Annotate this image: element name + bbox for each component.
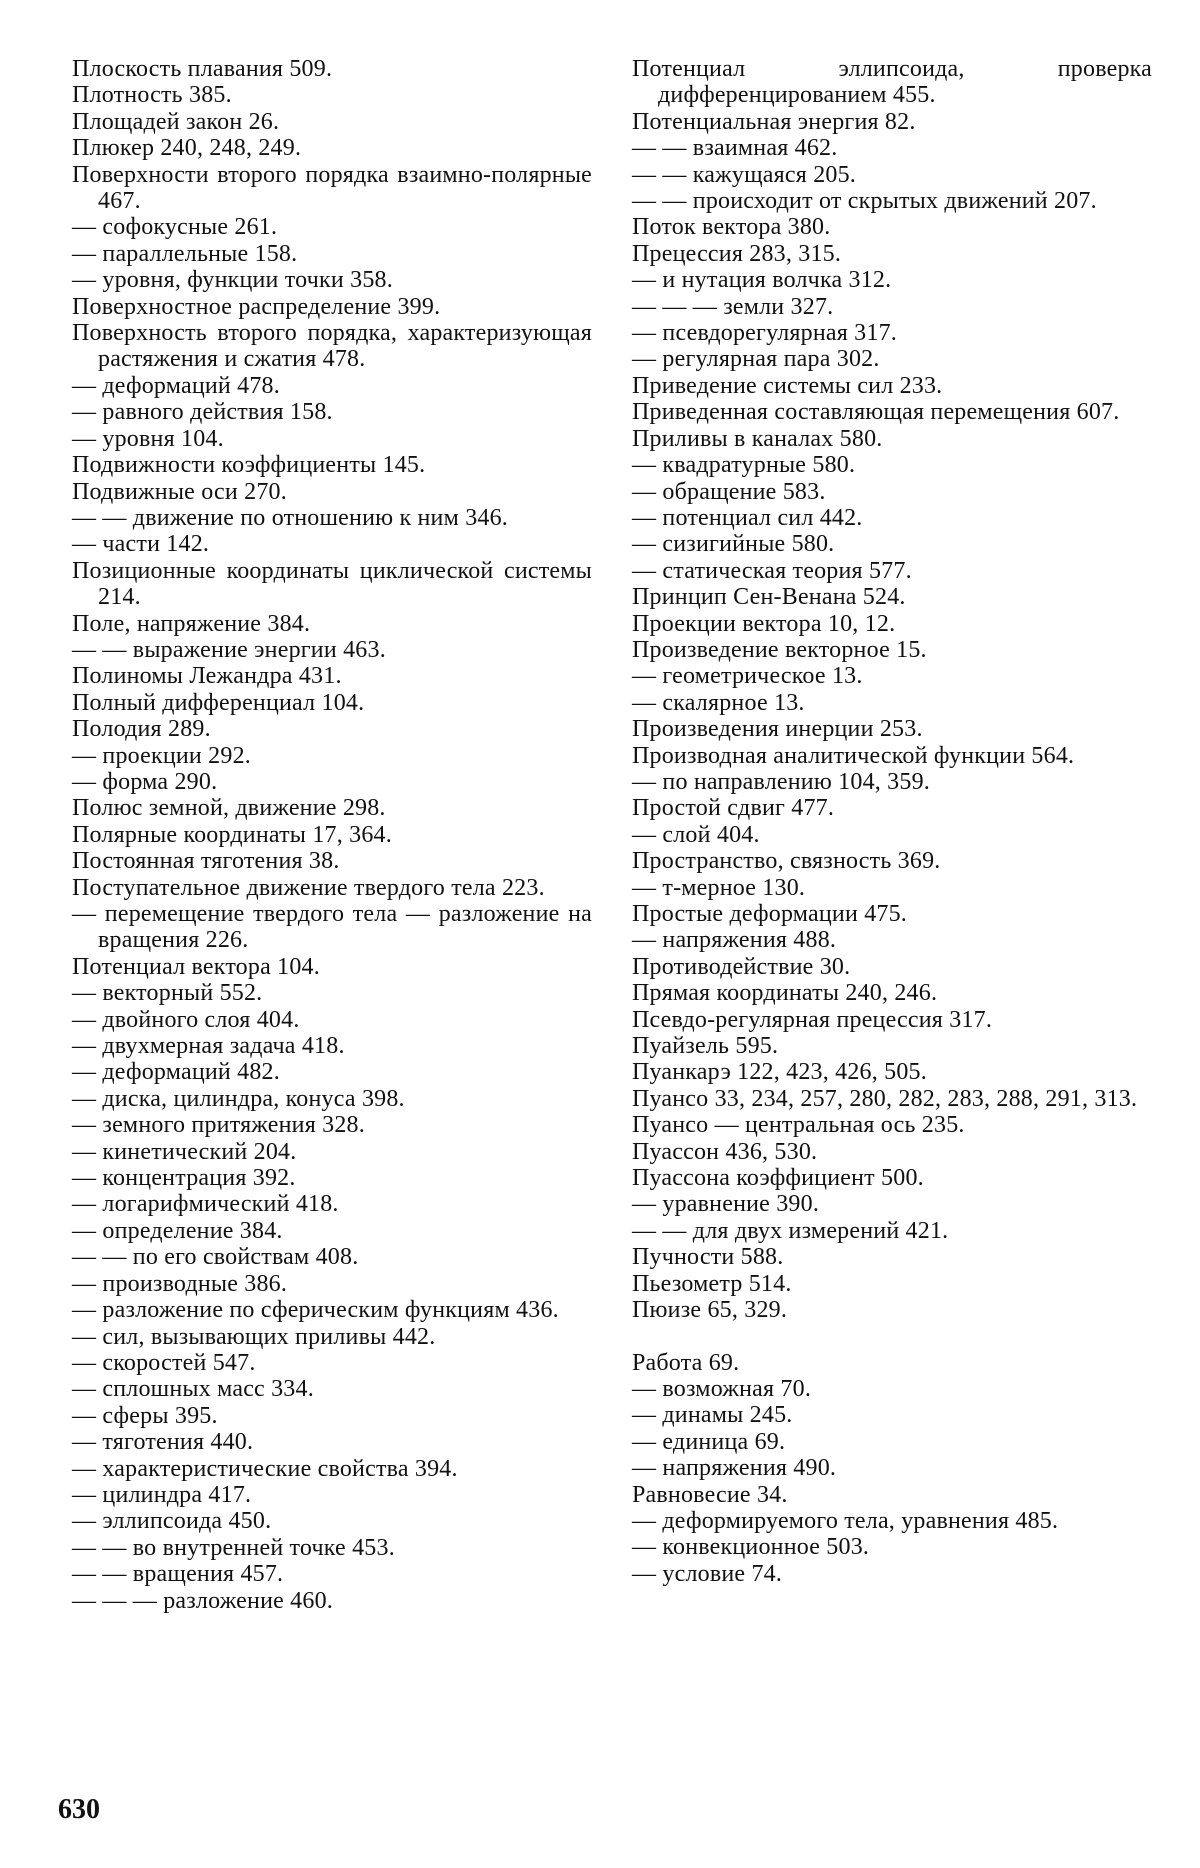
index-entry: — уравнение 390. bbox=[632, 1191, 820, 1218]
index-entry: Пуансо 33, 234, 257, 280, 282, 283, 288, 291, 313. bbox=[632, 1085, 1138, 1112]
index-entry: — обращение 583. bbox=[632, 478, 826, 505]
index-entry: — деформаций 482. bbox=[72, 1059, 280, 1086]
index-entry: — векторный 552. bbox=[72, 980, 263, 1007]
index-entry: — цилиндра 417. bbox=[72, 1481, 252, 1508]
index-entry: — тяготения 440. bbox=[72, 1429, 254, 1456]
index-entry: — софокусные 261. bbox=[72, 214, 278, 241]
index-entry: — перемещение твердого тела — разложение на вращения 226. bbox=[72, 901, 592, 954]
index-entry: — разложение по сферическим функциям 436. bbox=[72, 1297, 559, 1324]
index-entry: Поверхностное распределение 399. bbox=[72, 293, 441, 320]
index-entry: — деформируемого тела, уравнения 485. bbox=[632, 1507, 1059, 1534]
index-entry: Плоскость плавания 509. bbox=[72, 56, 333, 82]
index-entry: Проекции вектора 10, 12. bbox=[632, 610, 896, 637]
index-entry: Плотность 385. bbox=[72, 82, 232, 109]
index-entry: Потенциал вектора 104. bbox=[72, 953, 320, 980]
index-entry: — — — земли 327. bbox=[632, 293, 834, 320]
index-entry: Произведение векторное 15. bbox=[632, 636, 927, 663]
index-entry: Поверхность второго порядка, характеризующая растяжения и сжатия 478. bbox=[72, 320, 592, 373]
index-entry: — двойного слоя 404. bbox=[72, 1006, 300, 1033]
index-entry: Поле, напряжение 384. bbox=[72, 610, 311, 637]
index-entry: Пуансо — центральная ось 235. bbox=[632, 1112, 965, 1139]
index-entry: Потенциальная энергия 82. bbox=[632, 108, 916, 135]
index-entry: Принцип Сен-Венана 524. bbox=[632, 584, 906, 611]
index-section-gap bbox=[632, 1324, 1152, 1350]
index-entry: — части 142. bbox=[72, 531, 210, 558]
index-entry: Полный дифференциал 104. bbox=[72, 689, 365, 716]
index-entry: Полиномы Лежандра 431. bbox=[72, 663, 342, 690]
index-entry: Полярные координаты 17, 364. bbox=[72, 821, 392, 848]
index-entry: — проекции 292. bbox=[72, 742, 251, 769]
index-entry: — — — разложение 460. bbox=[72, 1587, 333, 1614]
index-entry: — уровня, функции точки 358. bbox=[72, 267, 393, 294]
index-entry: Приведенная составляющая перемещения 607. bbox=[632, 399, 1120, 426]
index-entry: — сил, вызывающих приливы 442. bbox=[72, 1323, 436, 1350]
index-entry: — параллельные 158. bbox=[72, 240, 298, 267]
index-entry: — равного действия 158. bbox=[72, 399, 333, 426]
index-entry: — условие 74. bbox=[632, 1560, 783, 1587]
index-column-left bbox=[72, 56, 592, 1614]
index-entry: Потенциал эллипсоида, проверка дифференцированием 455. bbox=[632, 56, 1152, 109]
index-entry: — деформаций 478. bbox=[72, 372, 280, 399]
index-entry: — скалярное 13. bbox=[632, 689, 805, 716]
index-entry: Противодействие 30. bbox=[632, 953, 851, 980]
index-entry: — — вращения 457. bbox=[72, 1561, 284, 1588]
index-entry: Пуассон 436, 530. bbox=[632, 1138, 818, 1165]
page-number: 630 bbox=[58, 1794, 100, 1825]
index-entry: — эллипсоида 450. bbox=[72, 1508, 272, 1535]
index-entry: — регулярная пара 302. bbox=[632, 346, 880, 373]
index-entry: — концентрация 392. bbox=[72, 1165, 296, 1192]
index-entry: Подвижности коэффициенты 145. bbox=[72, 452, 426, 479]
index-entry: — — выражение энергии 463. bbox=[72, 636, 386, 663]
index-entry: — — во внутренней точке 453. bbox=[72, 1534, 395, 1561]
index-entry: Приведение системы сил 233. bbox=[632, 372, 943, 399]
index-entry: Прецессия 283, 315. bbox=[632, 240, 842, 267]
index-entry: — кинетический 204. bbox=[72, 1138, 297, 1165]
index-entry: — — происходит от скрытых движений 207. bbox=[632, 188, 1097, 215]
index-entry: — скоростей 547. bbox=[72, 1349, 256, 1376]
index-entry: — — для двух измерений 421. bbox=[632, 1217, 949, 1244]
index-entry: Пуассона коэффициент 500. bbox=[632, 1165, 924, 1192]
index-entry: Прямая координаты 240, 246. bbox=[632, 980, 938, 1007]
index-entry: Подвижные оси 270. bbox=[72, 478, 287, 505]
index-entry: Пространство, связность 369. bbox=[632, 848, 941, 875]
index-entry: Работа 69. bbox=[632, 1349, 740, 1376]
index-entry: — определение 384. bbox=[72, 1217, 283, 1244]
index-entry: — динамы 245. bbox=[632, 1402, 793, 1429]
index-entry: — и нутация волчка 312. bbox=[632, 267, 892, 294]
index-entry: Производная аналитической функции 564. bbox=[632, 742, 1075, 769]
index-entry: Произведения инерции 253. bbox=[632, 716, 923, 743]
index-entry: — конвекционное 503. bbox=[632, 1534, 870, 1561]
index-entry: — земного притяжения 328. bbox=[72, 1112, 365, 1139]
index-entry: — напряжения 488. bbox=[632, 927, 837, 954]
index-entry: — возможная 70. bbox=[632, 1375, 812, 1402]
index-entry: — сплошных масс 334. bbox=[72, 1376, 314, 1403]
index-entry: Полюс земной, движение 298. bbox=[72, 795, 386, 822]
index-entry: — уровня 104. bbox=[72, 425, 224, 452]
index-entry: Плюкер 240, 248, 249. bbox=[72, 135, 302, 162]
index-entry: Пуайзель 595. bbox=[632, 1033, 779, 1060]
index-column-right bbox=[632, 56, 1152, 1587]
index-entry: Простые деформации 475. bbox=[632, 901, 907, 927]
index-entry: — логарифмический 418. bbox=[72, 1191, 339, 1218]
index-entry: Поступательное движение твердого тела 223. bbox=[72, 874, 545, 901]
index-entry: — геометрическое 13. bbox=[632, 663, 863, 690]
index-entry: — — взаимная 462. bbox=[632, 135, 838, 162]
index-entry: Полодия 289. bbox=[72, 716, 211, 743]
index-entry: — псевдорегулярная 317. bbox=[632, 320, 897, 347]
index-entry: Постоянная тяготения 38. bbox=[72, 848, 340, 875]
index-entry: — форма 290. bbox=[72, 768, 218, 795]
index-entry: — статическая теория 577. bbox=[632, 557, 912, 584]
index-entry: Псевдо-регулярная прецессия 317. bbox=[632, 1006, 993, 1033]
index-entry: — т-мерное 130. bbox=[632, 874, 806, 901]
index-entry: — потенциал сил 442. bbox=[632, 504, 863, 531]
index-entry: Поверхности второго порядка взаимно-полярные 467. bbox=[72, 161, 592, 215]
index-entry: — по направлению 104, 359. bbox=[632, 768, 930, 795]
index-entry: Поток вектора 380. bbox=[632, 214, 831, 241]
index-entry: Позиционные координаты циклической системы 214. bbox=[72, 557, 592, 611]
index-entry: — сизигийные 580. bbox=[632, 531, 835, 558]
index-entry: — производные 386. bbox=[72, 1270, 288, 1297]
index-entry: — — движение по отношению к ним 346. bbox=[72, 504, 508, 531]
index-entry: — сферы 395. bbox=[72, 1402, 218, 1429]
index-entry: — двухмерная задача 418. bbox=[72, 1033, 345, 1060]
index-entry: Пуанкарэ 122, 423, 426, 505. bbox=[632, 1059, 927, 1086]
index-entry: — — по его свойствам 408. bbox=[72, 1244, 359, 1271]
index-entry: Равновесие 34. bbox=[632, 1481, 788, 1508]
index-entry: — диска, цилиндра, конуса 398. bbox=[72, 1085, 405, 1112]
index-entry: Пучности 588. bbox=[632, 1244, 784, 1271]
index-entry: Пюизе 65, 329. bbox=[632, 1297, 788, 1324]
index-entry: — единица 69. bbox=[632, 1428, 786, 1455]
index-entry: Площадей закон 26. bbox=[72, 108, 280, 135]
index-entry: Простой сдвиг 477. bbox=[632, 795, 835, 822]
index-entry: — слой 404. bbox=[632, 821, 760, 848]
index-entry: — — кажущаяся 205. bbox=[632, 161, 856, 188]
index-entry: — квадратурные 580. bbox=[632, 452, 856, 479]
index-entry: — напряжения 490. bbox=[632, 1455, 837, 1482]
index-entry: Пьезометр 514. bbox=[632, 1270, 792, 1297]
index-entry: Приливы в каналах 580. bbox=[632, 425, 883, 452]
index-entry: — характеристические свойства 394. bbox=[72, 1455, 458, 1482]
